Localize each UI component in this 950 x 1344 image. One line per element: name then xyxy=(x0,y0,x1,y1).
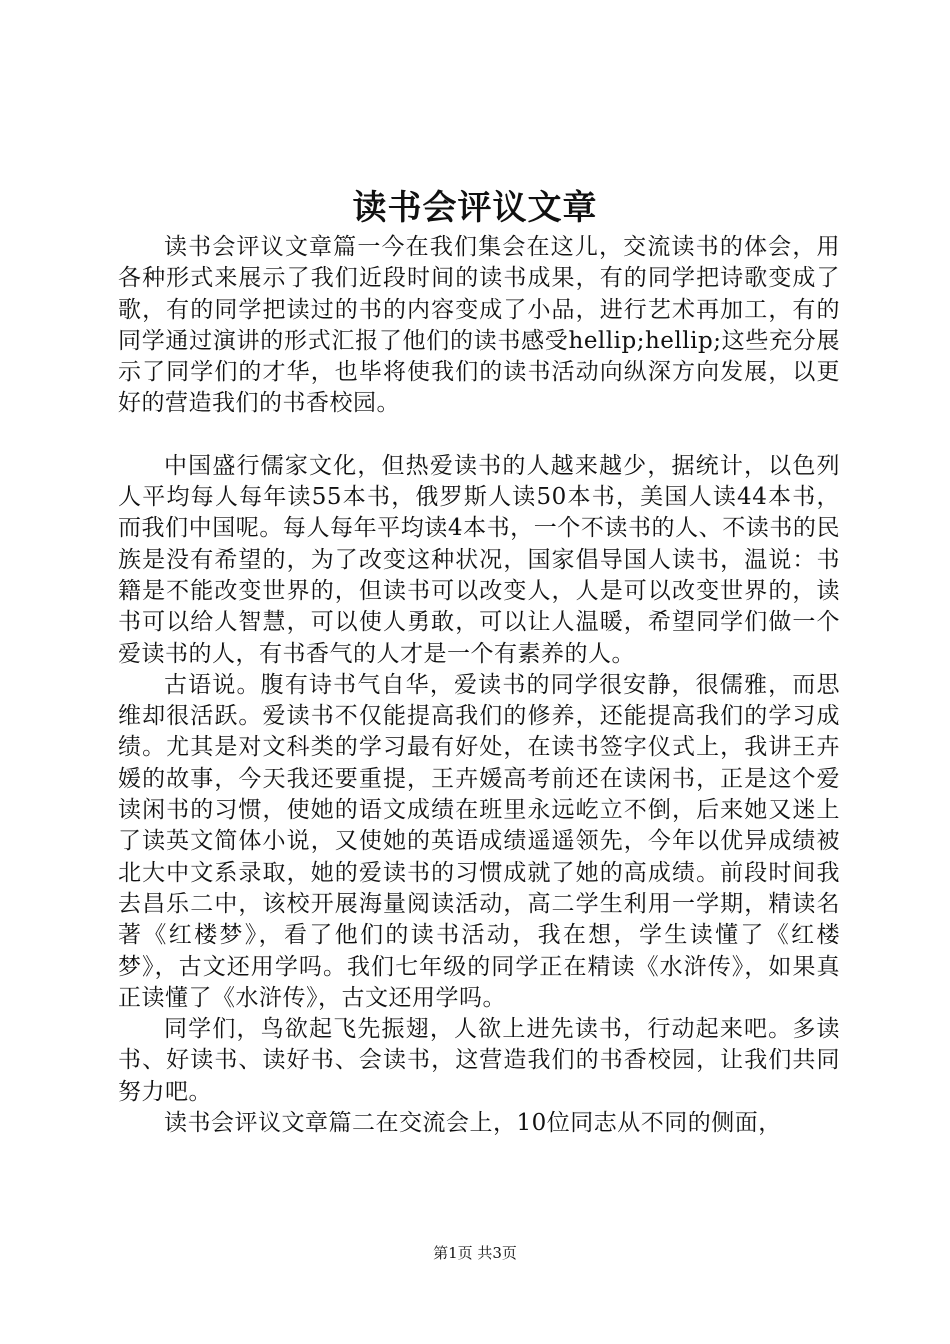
page-number-footer: 第1页 共3页 xyxy=(433,1244,517,1262)
document-title: 读书会评议文章 xyxy=(352,188,598,228)
paragraph-4: 同学们，鸟欲起飞先振翅，人欲上进先读书，行动起来吧。多读书、好读书、读好书、会读书，这营造我们的书香校园，让我们共同努力吧。 xyxy=(118,1016,840,1105)
document-body xyxy=(118,232,840,1139)
paragraph-gap xyxy=(118,420,840,451)
paragraph-2: 中国盛行儒家文化，但热爱读书的人越来越少，据统计，以色列人平均每人每年读55本书，俄罗斯人读50本书，美国人读44本书，而我们中国呢。每人每年平均读4本书，一个不读书的人、不读书的民族是没有希望的，为了改变这种状况，国家倡导国人读书，温说：书籍是不能改变世界的，但读书可以改变人，人是可以改变世界的，读书可以给人智慧，可以使人勇敢，可以让人温暖，希望同学们做一个爱读书的人，有书香气的人才是一个有素养的人。 xyxy=(118,452,840,667)
paragraph-3: 古语说。腹有诗书气自华，爱读书的同学很安静，很儒雅，而思维却很活跃。爱读书不仅能提高我们的修养，还能提高我们的学习成绩。尤其是对文科类的学习最有好处，在读书签字仪式上，我讲王卉媛的故事，今天我还要重提，王卉媛高考前还在读闲书，正是这个爱读闲书的习惯，使她的语文成绩在班里永远屹立不倒，后来她又迷上了读英文简体小说，又使她的英语成绩遥遥领先，今年以优异成绩被北大中文系录取，她的爱读书的习惯成就了她的高成绩。前段时间我去昌乐二中，该校开展海量阅读活动，高二学生利用一学期，精读名著《红楼梦》，看了他们的读书活动，我在想，学生读懂了《红楼梦》，古文还用学吗。我们七年级的同学正在精读《水浒传》，如果真正读懂了《水浒传》，古文还用学吗。 xyxy=(118,671,840,1011)
paragraph-1: 读书会评议文章篇一今在我们集会在这儿，交流读书的体会，用各种形式来展示了我们近段时间的读书成果，有的同学把诗歌变成了歌，有的同学把读过的书的内容变成了小品，进行艺术再加工，有的同学通过演讲的形式汇报了他们的读书感受hellip;hellip;这些充分展示了同学们的才华，也毕将使我们的读书活动向纵深方向发展，以更好的营造我们的书香校园。 xyxy=(118,234,840,417)
paragraph-5: 读书会评议文章篇二在交流会上，10位同志从不同的侧面， xyxy=(164,1110,782,1137)
